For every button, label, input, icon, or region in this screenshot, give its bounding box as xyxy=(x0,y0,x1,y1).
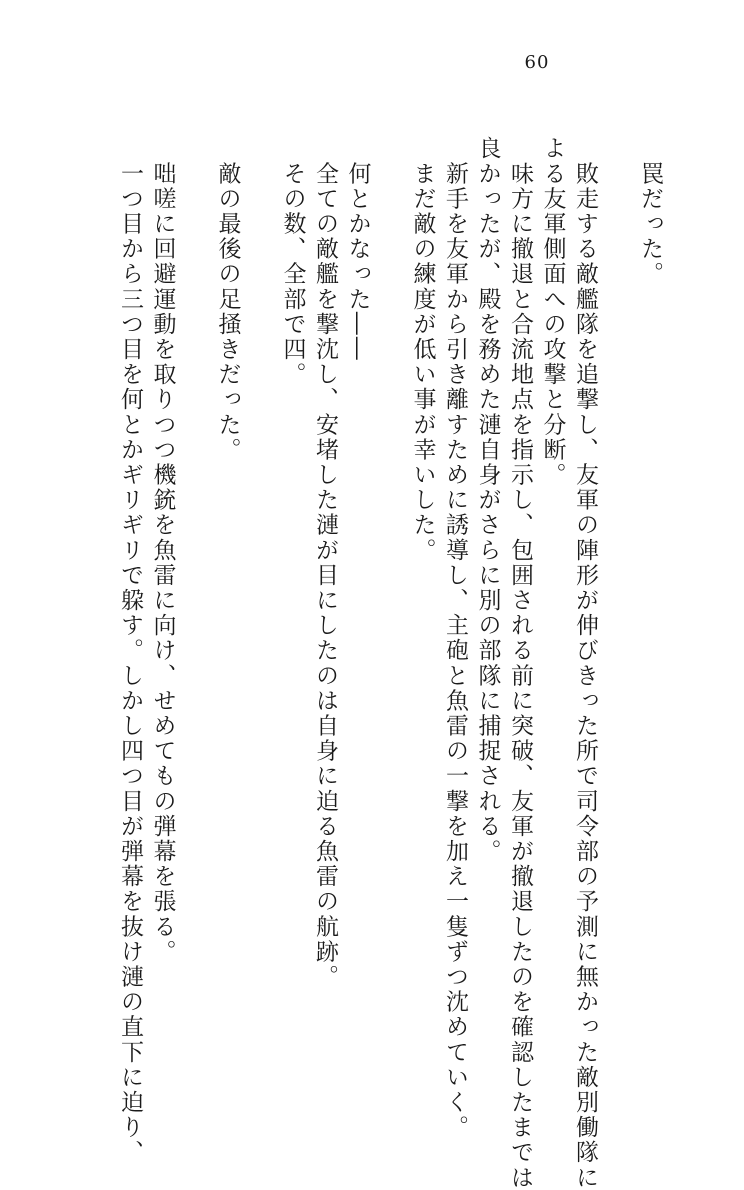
text-line: 何とかなった―― xyxy=(344,136,371,362)
page-number: 60 xyxy=(524,52,550,73)
text-line: 一つ目から三つ目を何とかギリギリで躱す。しかし四つ目が弾幕を抜け漣の直下に迫り、 xyxy=(117,136,143,1166)
text-line: 味方に撤退と合流地点を指示し、包囲される前に突破、友軍が撤退したのを確認したまでは xyxy=(507,136,533,1190)
text-line: 全ての敵艦を撃沈し、安堵した漣が目にしたのは自身に迫る魚雷の航跡。 xyxy=(312,136,338,990)
text-line: 新手を友軍から引き離すために誘導し、主砲と魚雷の一撃を加え一隻ずつ沈めていく。 xyxy=(442,136,468,1140)
text-line: 罠だった。 xyxy=(637,136,663,287)
text-line: まだ敵の練度が低い事が幸いした。 xyxy=(409,136,436,563)
blank-line xyxy=(601,136,634,956)
body-text xyxy=(114,136,667,1190)
text-line: 良かったが、殿を務めた漣自身がさらに別の部隊に捕捉される。 xyxy=(474,136,501,864)
blank-line xyxy=(244,136,277,956)
text-line: その数、全部で四。 xyxy=(279,136,306,387)
text-line: よる友軍側面への攻撃と分断。 xyxy=(539,136,566,488)
text-line: 敗走する敵艦隊を追撃し、友軍の陣形が伸びきった所で司令部の予測に無かった敵別働隊に xyxy=(572,136,598,1190)
blank-line xyxy=(179,136,212,956)
text-line: 敵の最後の足掻きだった。 xyxy=(214,136,241,463)
blank-line xyxy=(374,136,407,956)
text-line: 咄嗟に回避運動を取りつつ機銃を魚雷に向け、せめてもの弾幕を張る。 xyxy=(149,136,176,965)
